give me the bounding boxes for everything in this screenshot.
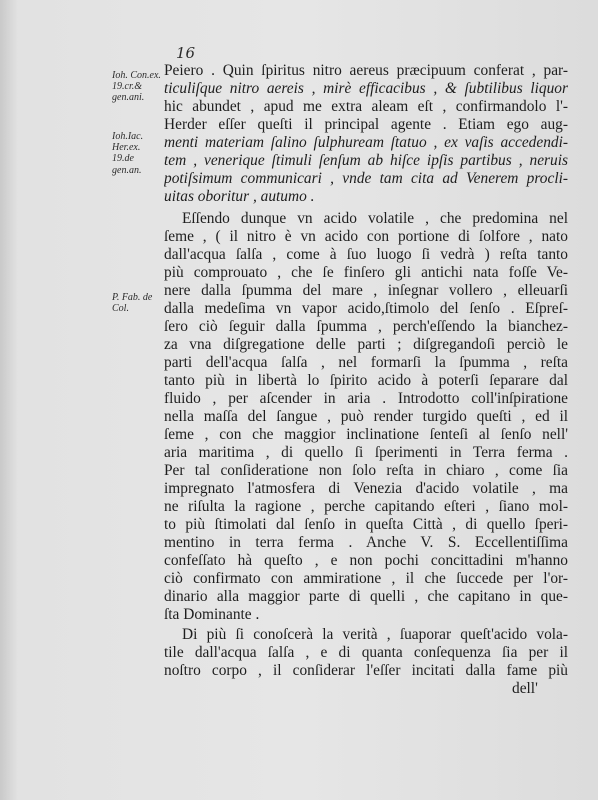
margin-note: Ioh.Iac. Her.ex. 19.de gen.an. <box>112 131 144 176</box>
body-line: ſeme , con che maggior inclinatione ſenteſi al ſenſo nell' <box>164 426 568 443</box>
body-line: uitas oboritur , autumo . <box>164 188 315 205</box>
body-line: parti dell'acqua ſalſa , nel formarſi la ſpumma , reſta <box>164 354 568 371</box>
body-line: ciò confirmato con ammiratione , il che ſuccede per l'or- <box>164 570 568 587</box>
body-line: potiſsimum communicari , vnde tam cita ad Venerem procli- <box>164 170 568 187</box>
body-line: noſtro corpo , il conſiderar l'eſſer incitati dalla fame più <box>164 662 568 679</box>
body-line: mentino in terra ferma . Anche V. S. Eccellentiſſima <box>164 534 568 551</box>
paragraph-start-line: Eſſendo dunque vn acido volatile , che predomina nel <box>182 210 568 227</box>
page-number: 16 <box>176 44 196 62</box>
margin-note: P. Fab. de Col. <box>112 292 153 315</box>
body-line: ticuliſque nitro aereis , mirè efficacibus , & ſubtilibus liquor <box>164 80 568 97</box>
body-line: nere dalla ſpumma del mare , inſegnar vollero , elleuarſi <box>164 282 568 299</box>
body-line: Herder eſſer queſti il principal agente . Etiam ego aug- <box>164 116 568 133</box>
body-line: dinario alla maggior parte di quelli , che capitano in que- <box>164 588 568 605</box>
body-line: più comprouato , che ſe finſero gli antichi nata foſſe Ve- <box>164 264 568 281</box>
body-line: menti materiam ſalino ſulphuream ſtatuo , ex vaſis accedendi- <box>164 134 568 151</box>
body-line: fluido , per aſcender in aria . Introdotto coll'inſpiratione <box>164 390 568 407</box>
body-line: nella maſſa del ſangue , può render turgido queſti , ed il <box>164 408 568 425</box>
body-line: ſeme , ( il nitro è vn acido con portione di ſolfore , nato <box>164 228 568 245</box>
body-line: confeſſato hà queſto , e non pochi concittadini m'hanno <box>164 552 568 569</box>
body-line: tile dall'acqua ſalſa , e di quanta conſequenza ſia per il <box>164 644 568 661</box>
body-line: aria maritima , di quello ſi ſperimenti in Terra ferma . <box>164 444 568 461</box>
catchword: dell' <box>512 680 538 697</box>
paragraph-start-line: Di più ſi conoſcerà la verità , ſuaporar queſt'acido vola- <box>182 626 568 643</box>
body-line: hic abundet , apud me extra aleam eſt , confirmandolo l'- <box>164 98 568 115</box>
body-line: za vna diſgregatione delle parti ; diſgregandoſi perciò le <box>164 336 568 353</box>
body-line: dall'acqua ſalſa , come à ſuo luogo ſi vedrà ) reſta tanto <box>164 246 568 263</box>
body-line: to più ſtimolati dal ſenſo in queſta Città , di quello ſperi- <box>164 516 568 533</box>
body-line: tem , venerique ſtimuli ſenſum ab hiſce ipſis partibus , neruis <box>164 152 568 169</box>
body-line: impregnato l'atmosfera di Venezia d'acido volatile , ma <box>164 480 568 497</box>
body-line: ſero ciò ſeguir dalla ſpumma , perch'eſſendo la bianchez- <box>164 318 568 335</box>
body-line: Per tal conſideratione non ſolo reſta in chiaro , come ſia <box>164 462 568 479</box>
body-line: Peiero . Quin ſpiritus nitro aereus præcipuum conferat , par- <box>164 62 568 79</box>
margin-note: Ioh. Con.ex. 19.cr.& gen.ani. <box>112 70 161 104</box>
body-line: ſta Dominante . <box>164 606 260 623</box>
body-line: tanto più in libertà lo ſpirito acido à poterſi ſeparare dal <box>164 372 568 389</box>
body-line: ne riſulta la ragione , perche capitando eſteri , ſiano mol- <box>164 498 568 515</box>
body-line: dalla medeſima vn vapor acido,ſtimolo del ſenſo . Eſpreſ- <box>164 300 568 317</box>
